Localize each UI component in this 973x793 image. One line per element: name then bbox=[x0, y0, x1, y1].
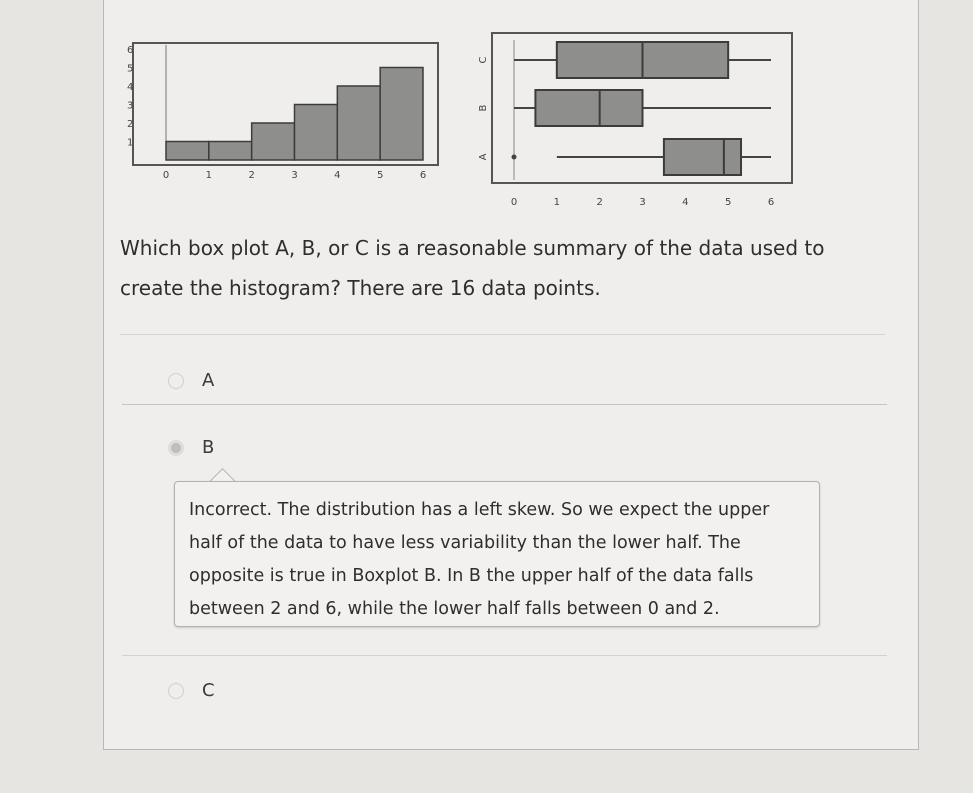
radio-c[interactable] bbox=[168, 683, 184, 699]
y-tick-label: 4 bbox=[127, 82, 134, 93]
x-tick-label: 2 bbox=[596, 197, 603, 208]
radio-a[interactable] bbox=[168, 373, 184, 389]
divider bbox=[122, 404, 887, 405]
box-iqr bbox=[664, 139, 741, 175]
box-iqr bbox=[535, 90, 642, 126]
histogram-chart bbox=[128, 40, 443, 210]
feedback-box: Incorrect. The distribution has a left skew. So we expect the upper half of the data to have less variability than the lower half. The opposite is true in Boxplot B. In B the upper half of the data falls between 2 and 6, while the lower half falls between 0 and 2. bbox=[174, 481, 820, 627]
category-label: B bbox=[478, 104, 489, 112]
divider bbox=[120, 334, 885, 335]
divider bbox=[122, 655, 887, 656]
option-a[interactable] bbox=[168, 370, 214, 391]
radio-b-selected[interactable] bbox=[168, 440, 184, 456]
y-tick-label: 1 bbox=[127, 137, 134, 149]
question-text: Which box plot A, B, or C is a reasonable summary of the data used to create the histogram? There are 16 data points. bbox=[120, 236, 825, 300]
option-c-label: C bbox=[202, 680, 215, 701]
y-tick-label: 5 bbox=[127, 63, 134, 75]
x-tick-label: 6 bbox=[419, 170, 427, 181]
histogram-bar bbox=[337, 86, 380, 160]
x-tick-label: 5 bbox=[376, 170, 384, 181]
histogram-bar bbox=[166, 142, 209, 161]
option-b-label: B bbox=[202, 437, 215, 458]
x-tick-label: 2 bbox=[248, 170, 255, 181]
y-tick-label: 3 bbox=[127, 100, 134, 112]
x-tick-label: 0 bbox=[510, 197, 518, 208]
x-tick-label: 0 bbox=[162, 170, 170, 181]
x-tick-label: 4 bbox=[682, 197, 689, 208]
histogram-bar bbox=[380, 68, 423, 161]
boxplot-chart bbox=[462, 30, 797, 210]
x-tick-label: 3 bbox=[639, 197, 646, 208]
x-tick-label: 3 bbox=[291, 170, 298, 181]
option-b[interactable] bbox=[168, 437, 214, 458]
category-label: C bbox=[478, 56, 489, 64]
histogram-bar bbox=[295, 105, 338, 161]
outlier-point bbox=[512, 155, 517, 160]
x-tick-label: 1 bbox=[205, 170, 213, 181]
histogram-bar bbox=[252, 123, 295, 160]
x-tick-label: 4 bbox=[334, 170, 341, 181]
option-c[interactable] bbox=[168, 680, 215, 701]
x-tick-label: 1 bbox=[553, 197, 561, 208]
x-tick-label: 6 bbox=[767, 197, 775, 208]
y-tick-label: 6 bbox=[127, 45, 134, 56]
histogram-bar bbox=[209, 142, 252, 161]
option-a-label: A bbox=[202, 370, 215, 391]
x-tick-label: 5 bbox=[724, 197, 732, 208]
category-label: A bbox=[478, 153, 489, 161]
y-tick-label: 2 bbox=[127, 119, 134, 130]
